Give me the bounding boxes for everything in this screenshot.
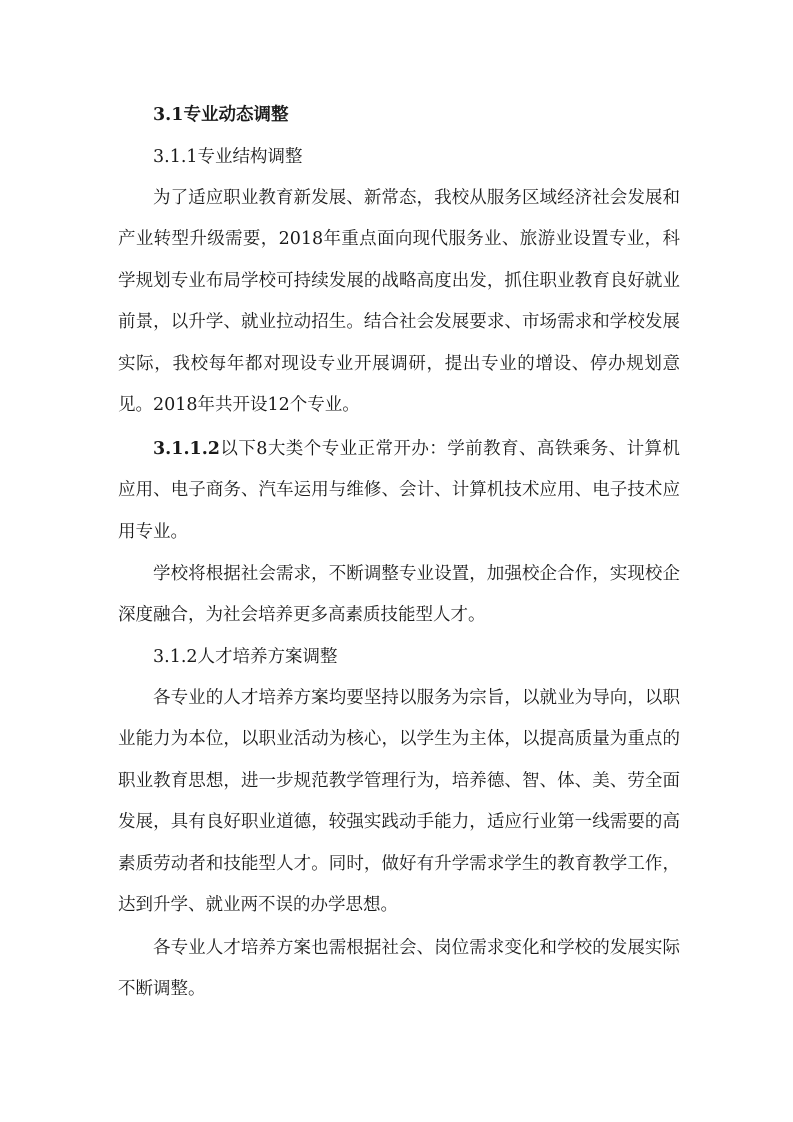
paragraph-structure-adjustment: 为了适应职业教育新发展、新常态，我校从服务区域经济社会发展和产业转型升级需要，2018年重点面向现代服务业、旅游业设置专业，科学规划专业布局学校可持续发展的战略高度出发，抓住职业教育良好就业前景，以升学、就业拉动招生。结合社会发展要求、市场需求和学校发展实际，我校每年都对现设专业开展调研，提出专业的增设、停办规划意见。2018年共开设12个专业。 [118,188,680,416]
paragraph-lead-number: 3.1.1.2 [153,439,220,459]
paragraph-plan-adjustment: 各专业人才培养方案也需根据社会、岗位需求变化和学校的发展实际不断调整。 [118,938,680,1000]
subsection-title-structure: 3.1.1专业结构调整 [153,147,303,167]
paragraph-majors-list [118,429,680,553]
section-title: 3.1专业动态调整 [153,105,289,125]
paragraph-training-plan: 各专业的人才培养方案均要坚持以服务为宗旨，以就业为导向，以职业能力为本位，以职业活动为核心，以学生为主体，以提高质量为重点的职业教育思想，进一步规范教学管理行为，培养德、智、体、美、劳全面发展，具有良好职业道德，较强实践动手能力，适应行业第一线需要的高素质劳动者和技能型人才。同时，做好有升学需求学生的教育教学工作，达到升学、就业两不误的办学思想。 [118,688,680,916]
subsection-title-training-plan: 3.1.2人才培养方案调整 [153,647,338,667]
paragraph-majors-body: 以下8大类个专业正常开办：学前教育、高铁乘务、计算机应用、电子商务、汽车运用与维修、会计、计算机技术应用、电子技术应用专业。 [118,439,680,542]
paragraph-school-cooperation: 学校将根据社会需求，不断调整专业设置，加强校企合作，实现校企深度融合，为社会培养更多高素质技能型人才。 [118,564,680,626]
